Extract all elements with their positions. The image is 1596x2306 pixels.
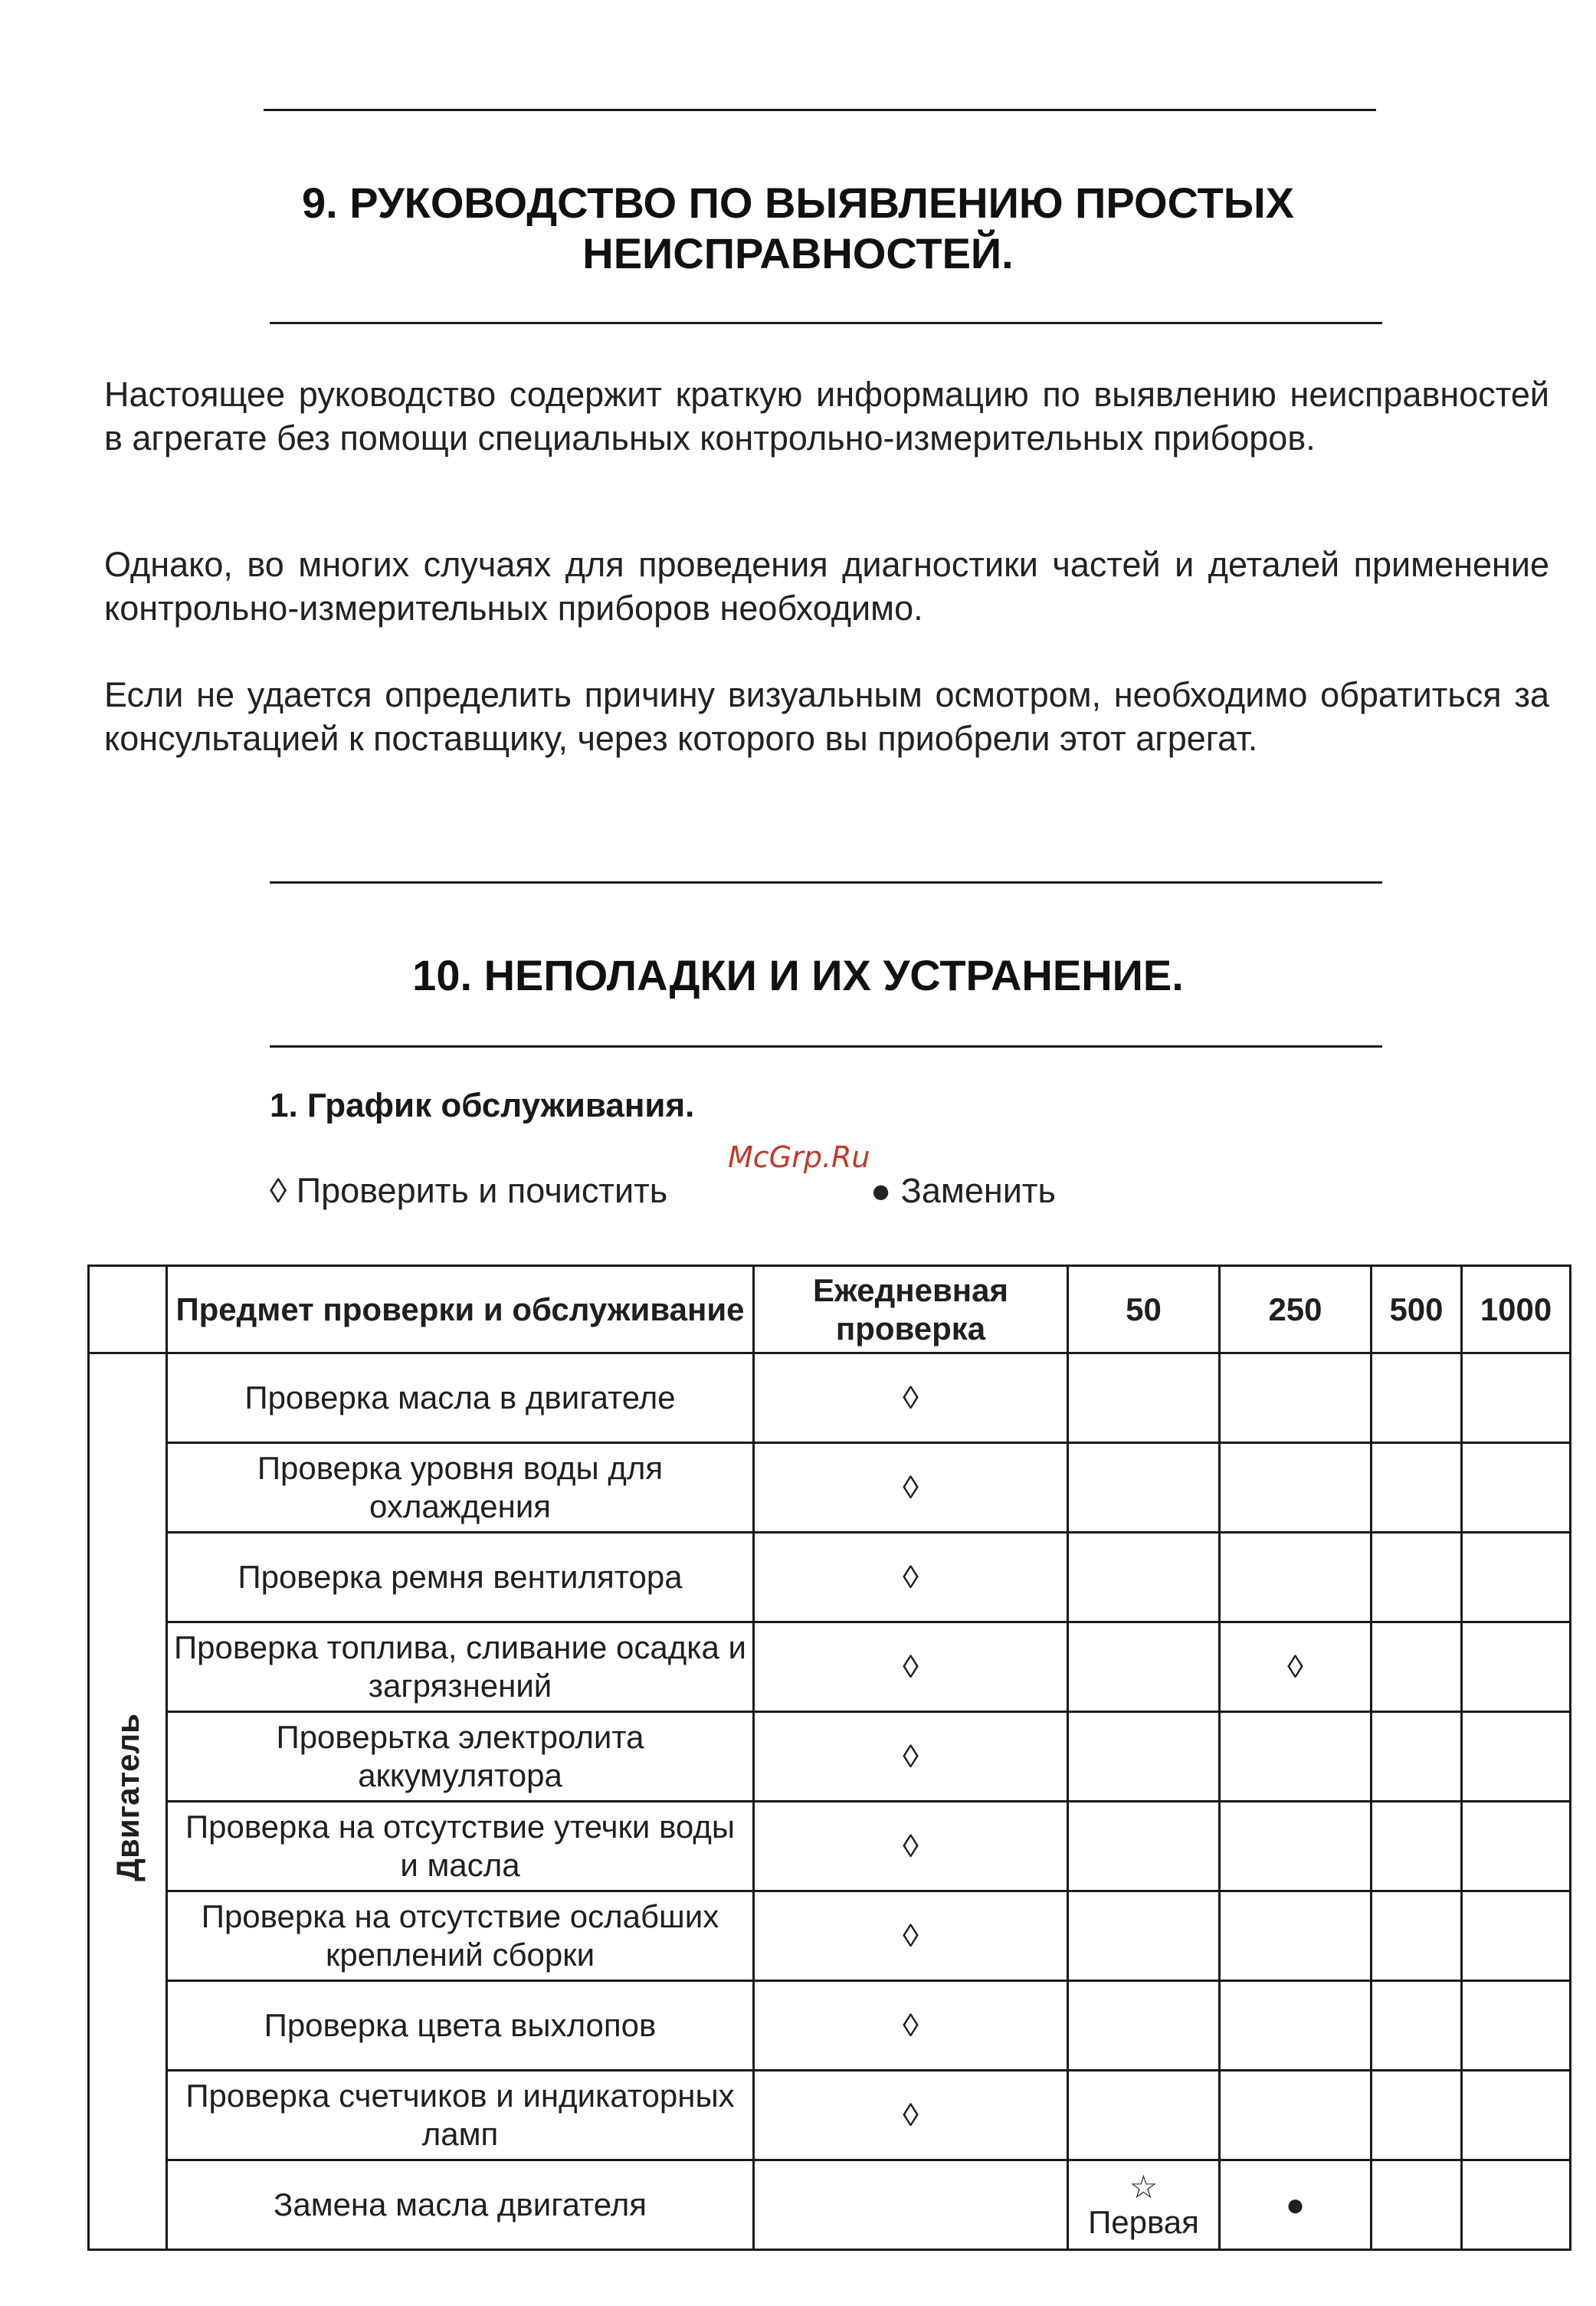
row-h50 [1068, 1802, 1220, 1891]
row-h250 [1220, 1891, 1372, 1981]
row-h1000 [1462, 1891, 1571, 1981]
row-daily: ◊ [754, 1712, 1068, 1802]
table-row [89, 1353, 1571, 1443]
table-row [89, 1891, 1571, 1981]
table-header-row [89, 1266, 1571, 1353]
star-icon: ☆ [1129, 2169, 1158, 2205]
row-h50 [1068, 1353, 1220, 1443]
row-daily: ◊ [754, 1981, 1068, 2071]
row-daily: ◊ [754, 2071, 1068, 2160]
row-h1000 [1462, 1443, 1571, 1533]
row-h1000 [1462, 2071, 1571, 2160]
header-group-empty [89, 1266, 167, 1353]
table-row [89, 1443, 1571, 1533]
paragraph-2: Однако, во многих случаях для проведения диагностики частей и деталей применение контрольно-измерительных приборов необходимо. [104, 545, 1549, 628]
row-h500 [1372, 1533, 1462, 1622]
row-daily: ◊ [754, 1353, 1068, 1443]
row-item: Замена масла двигателя [167, 2160, 754, 2250]
row-h250 [1220, 2071, 1372, 2160]
row-h50 [1068, 1981, 1220, 2071]
row-daily: ◊ [754, 1443, 1068, 1533]
header-500: 500 [1372, 1266, 1462, 1353]
row-h1000 [1462, 1533, 1571, 1622]
row-h500 [1372, 1981, 1462, 2071]
maintenance-schedule-table [87, 1265, 1571, 2251]
row-h250 [1220, 1712, 1372, 1802]
section9-rule [270, 322, 1382, 324]
row-item: Проверка топлива, сливание осадка и загрязнений [167, 1622, 754, 1712]
table-row [89, 1981, 1571, 2071]
group-label: Двигатель [109, 1713, 146, 1881]
section9-title-line1: 9. РУКОВОДСТВО ПО ВЫЯВЛЕНИЮ ПРОСТЫХ [301, 179, 1295, 227]
row-item: Проверка уровня воды для охлаждения [167, 1443, 754, 1533]
row-h50 [1068, 1443, 1220, 1533]
row-h500 [1372, 1712, 1462, 1802]
row-h250 [1220, 1981, 1372, 2071]
row-h500 [1372, 1802, 1462, 1891]
row-h1000 [1462, 1981, 1571, 2071]
row-h1000 [1462, 1712, 1571, 1802]
table-row [89, 1802, 1571, 1891]
row-daily: ◊ [754, 1622, 1068, 1712]
row-h500 [1372, 2071, 1462, 2160]
header-1000: 1000 [1462, 1266, 1571, 1353]
row-h250: ● [1220, 2160, 1372, 2250]
row-item: Проверка масла в двигателе [167, 1353, 754, 1443]
row-h50 [1068, 2071, 1220, 2160]
legend-check: ◊ Проверить и почистить [270, 1171, 668, 1210]
row-h50 [1068, 2160, 1220, 2250]
row-item: Проверка цвета выхлопов [167, 1981, 754, 2071]
row-h50 [1068, 1891, 1220, 1981]
header-250: 250 [1220, 1266, 1372, 1353]
row-h500 [1372, 1443, 1462, 1533]
table-row [89, 2071, 1571, 2160]
row-h1000 [1462, 1802, 1571, 1891]
row-h500 [1372, 1353, 1462, 1443]
paragraph-3: Если не удается определить причину визуальным осмотром, необходимо обратиться за консультацией к поставщику, через которого вы приобрели этот агрегат. [104, 675, 1549, 758]
top-rule [264, 109, 1376, 111]
legend-replace: ● Заменить [870, 1171, 1056, 1210]
header-daily: Ежедневная проверка [754, 1266, 1068, 1353]
row-item: Проверка на отсутствие ослабших креплений сборки [167, 1891, 754, 1981]
row-daily: ◊ [754, 1891, 1068, 1981]
row-h50 [1068, 1622, 1220, 1712]
section10-top-rule [270, 881, 1382, 884]
schedule-subheading: 1. График обслуживания. [270, 1087, 695, 1124]
header-50: 50 [1068, 1266, 1220, 1353]
row-h250: ◊ [1220, 1622, 1372, 1712]
table-row [89, 2160, 1571, 2250]
row-daily: ◊ [754, 1533, 1068, 1622]
group-cell [89, 1353, 167, 2250]
row-h250 [1220, 1353, 1372, 1443]
watermark: McGrp.Ru [728, 1140, 870, 1174]
row-h500 [1372, 2160, 1462, 2250]
row-daily [754, 2160, 1068, 2250]
row-h250 [1220, 1802, 1372, 1891]
row-h500 [1372, 1622, 1462, 1712]
first-note: Первая [1088, 2204, 1199, 2240]
row-item: Проверка на отсутствие утечки воды и масла [167, 1802, 754, 1891]
row-h250 [1220, 1443, 1372, 1533]
row-h500 [1372, 1891, 1462, 1981]
row-h50 [1068, 1712, 1220, 1802]
paragraph-1: Настоящее руководство содержит краткую информацию по выявлению неисправностей в агрегате без помощи специальных контрольно-измерительных приборов. [104, 375, 1549, 458]
row-item: Проверка ремня вентилятора [167, 1533, 754, 1622]
row-h50 [1068, 1533, 1220, 1622]
row-daily: ◊ [754, 1802, 1068, 1891]
row-item: Проверьтка электролита аккумулятора [167, 1712, 754, 1802]
row-h250 [1220, 1533, 1372, 1622]
section10-title: 10. НЕПОЛАДКИ И ИХ УСТРАНЕНИЕ. [412, 951, 1184, 999]
row-h1000 [1462, 1353, 1571, 1443]
section10-bottom-rule [270, 1045, 1382, 1048]
row-item: Проверка счетчиков и индикаторных ламп [167, 2071, 754, 2160]
row-h1000 [1462, 1622, 1571, 1712]
table-row [89, 1533, 1571, 1622]
table-row [89, 1712, 1571, 1802]
section9-title-line2: НЕИСПРАВНОСТЕЙ. [582, 229, 1014, 277]
row-h1000 [1462, 2160, 1571, 2250]
table-row [89, 1622, 1571, 1712]
header-item: Предмет проверки и обслуживание [167, 1266, 754, 1353]
